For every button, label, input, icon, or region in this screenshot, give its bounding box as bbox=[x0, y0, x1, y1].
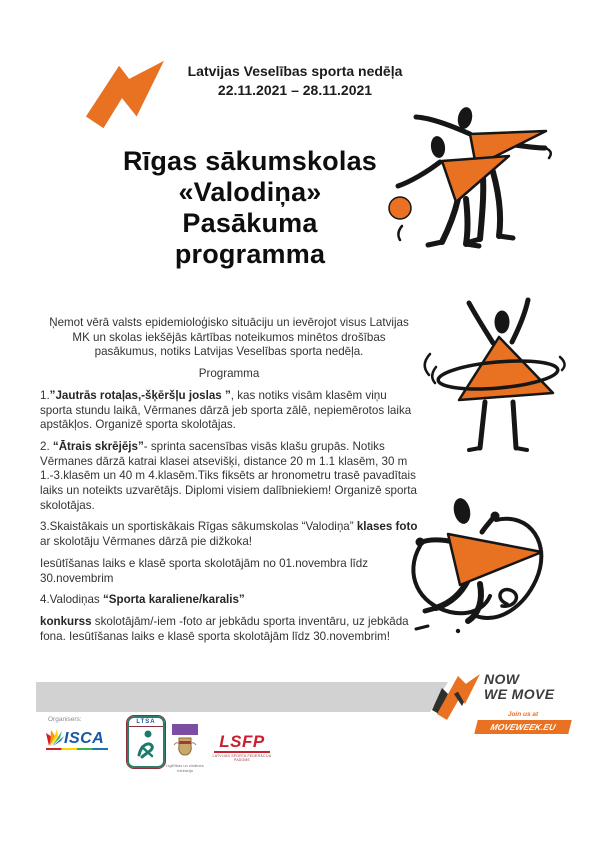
isca-underline bbox=[46, 748, 108, 750]
submission-note-1 bbox=[40, 557, 418, 586]
item3-post: ar skolotāju Vērmanes dārzā pie dižkoka! bbox=[40, 535, 253, 549]
dancing-pair-illustration bbox=[382, 104, 560, 254]
page-title-line2: «Valodiņa» bbox=[178, 177, 322, 207]
now-we-move-logo bbox=[430, 664, 570, 744]
page-title-line4: programma bbox=[174, 239, 326, 269]
note2-post: skolotājām/-iem -foto ar jebkādu sporta inventāru, uz jebkāda fona. Iesūtīšanas laiks e klasē sporta skolotājām līdz 30.novembrim! bbox=[40, 614, 409, 643]
nwm-word-we-move: WE MOVE bbox=[484, 686, 555, 702]
event-title bbox=[168, 62, 422, 100]
item1-pre: 1. bbox=[40, 388, 50, 402]
item2-bold: “Ātrais skrējējs” bbox=[52, 439, 144, 453]
item3-pre: 3.Skaistākais un sportiskākais Rīgas sākumskolas “Valodiņa” bbox=[40, 520, 357, 534]
item2-pre: 2. bbox=[40, 439, 53, 453]
contest-note bbox=[40, 615, 418, 644]
organisers-label: Organisers: bbox=[48, 716, 82, 723]
item1-post: , kas notiks visām klasēm viņu sporta stundu laikā, Vērmanes dārzā jeb sporta zālē, nepiemērotos laika apstākļos. Organizē sporta skolotājas. bbox=[40, 388, 412, 432]
note2-bold: konkurss bbox=[40, 614, 92, 628]
intro-paragraph: Ņemot vērā valsts epidemioloģisko situāciju un ievērojot visus Latvijas MK un skolas iekšējās kārtības noteikumos minētos drošības pasākumus, notiks Latvijas Veselības sporta nedēļa. bbox=[49, 316, 409, 359]
moveweek-url-banner: MOVEWEEK.EU bbox=[474, 720, 571, 734]
nwm-join-us: Join us at bbox=[507, 711, 539, 718]
ministry-logo bbox=[166, 724, 204, 773]
lsfp-logo bbox=[212, 733, 272, 762]
page-title bbox=[96, 146, 404, 270]
program-item-1 bbox=[40, 389, 418, 433]
lsfp-wordmark: LSFP bbox=[219, 732, 265, 751]
note1-text: Iesūtīšanas laiks e klasē sporta skolotājām no 01.novembra līdz 30.novembrim bbox=[40, 556, 369, 585]
lsfp-caption: LATVIJAS SPORTA FEDERĀCIJU PADOME bbox=[212, 753, 272, 762]
program-heading: Programma bbox=[198, 367, 260, 381]
ministry-coat-of-arms-icon bbox=[173, 737, 197, 757]
lsfp-underline bbox=[214, 751, 270, 753]
ltsa-wordmark: LTSA bbox=[129, 718, 163, 727]
moveweek-arrow-logo-icon bbox=[78, 56, 166, 134]
ltsa-runner-icon bbox=[132, 729, 160, 759]
nwm-word-now: NOW bbox=[484, 671, 520, 687]
hula-hoop-illustration bbox=[422, 296, 580, 460]
event-dates: 22.11.2021 – 28.11.2021 bbox=[217, 82, 373, 98]
program-item-3 bbox=[40, 520, 418, 549]
item4-pre: 4.Valodiņas bbox=[40, 593, 103, 607]
page-title-line1: Rīgas sākumskolas bbox=[122, 146, 378, 176]
item2-post: - sprinta sacensības visās klašu grupās. Notiks Vērmanes dārzā katrai klasei atsevišķi, distance 20 m 1.1 klasēm, 30 m 1.-3.klasēm un 40 m 4.klasēm.Tiks fiksēts ar hronometru trasē pavadītais laiks un noteikts uzvarētājs. Diplomi visiem dalībniekiem! Organizē sporta skolotājas. bbox=[40, 439, 417, 512]
now-we-move-arrow-icon bbox=[430, 668, 482, 724]
ministry-purple-mark bbox=[172, 724, 198, 735]
isca-wordmark: ISCA bbox=[64, 730, 105, 747]
isca-logo bbox=[46, 727, 112, 750]
program-item-2 bbox=[40, 440, 418, 514]
program-item-4 bbox=[40, 593, 418, 608]
item1-bold: ”Jautrās rotaļas,-šķēršļu joslas ” bbox=[49, 388, 231, 402]
event-title-line1: Latvijas Veselības sporta nedēļa bbox=[187, 63, 403, 79]
item3-bold: klases foto bbox=[356, 520, 418, 534]
ltsa-badge-logo bbox=[127, 716, 165, 768]
footer-gray-band bbox=[36, 682, 448, 712]
ministry-caption-line1: Izglītības un zinātnes bbox=[166, 763, 204, 768]
ministry-caption bbox=[166, 763, 204, 773]
isca-burst-icon bbox=[46, 727, 64, 747]
program-text bbox=[40, 316, 418, 651]
page-title-line3: Pasākuma bbox=[182, 208, 318, 238]
ministry-caption-line2: ministrija bbox=[177, 768, 193, 773]
item4-bold: “Sporta karaliene/karalis” bbox=[102, 593, 245, 607]
rope-skipping-illustration bbox=[410, 488, 578, 660]
